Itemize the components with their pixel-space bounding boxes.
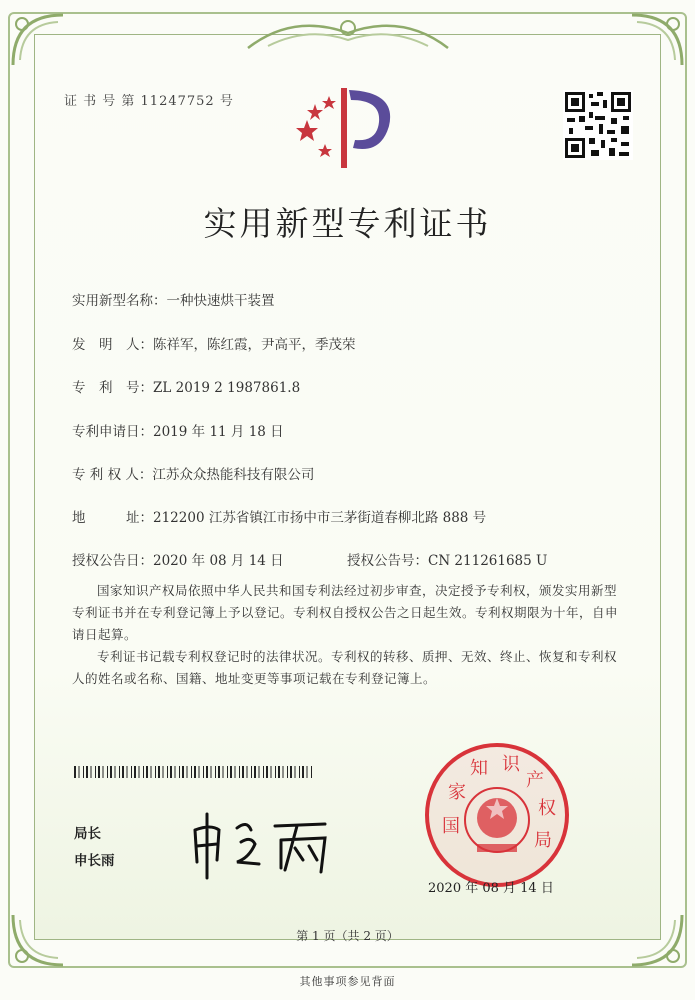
svg-text:知: 知: [470, 758, 488, 779]
official-seal-icon: [422, 740, 572, 890]
patent-number-row: [72, 376, 300, 396]
barcode-icon: [74, 766, 314, 778]
inventor-row: [72, 333, 356, 353]
svg-text:权: 权: [538, 798, 556, 819]
grant-date-row: [72, 549, 284, 569]
field-value: 陈祥军，陈红霞，尹高平，季茂荣: [153, 337, 356, 353]
page-title: 实用新型专利证书: [203, 204, 492, 243]
field-value: 一种快速烘干装置: [166, 293, 275, 309]
director-signature-icon: [185, 800, 355, 880]
field-value: ZL 2019 2 1987861.8: [153, 380, 301, 396]
svg-text:国: 国: [442, 816, 460, 837]
utility-model-name-row: [72, 289, 275, 309]
field-value: 2019 年 11 月 18 日: [153, 424, 284, 440]
field-label: 专 利 号：: [72, 380, 153, 396]
field-label: 发 明 人：: [72, 337, 153, 353]
field-label: 授权公告号：: [347, 553, 428, 569]
filing-date-row: [72, 420, 284, 440]
svg-text:局: 局: [534, 830, 552, 851]
field-label: 授权公告日：: [72, 553, 153, 569]
corner-ornament-icon: [8, 10, 68, 70]
back-page-note: 其他事项参见背面: [299, 975, 396, 988]
page-indicator: 第 1 页（共 2 页）: [296, 929, 399, 943]
patent-office-logo-icon: [285, 82, 410, 172]
director-title: 局长: [74, 826, 101, 842]
qr-code-icon: [563, 90, 633, 160]
director-name: 申长雨: [74, 853, 115, 869]
field-label: 专利申请日：: [72, 424, 153, 440]
address-row: [72, 506, 486, 526]
legal-notice-paragraph: 专利证书记载专利权登记时的法律状况。专利权的转移、质押、无效、终止、恢复和专利权人的姓名或名称、国籍、地址变更等事项记载在专利登记簿上。: [72, 649, 618, 686]
patentee-row: [72, 463, 314, 483]
grant-number-row: [347, 549, 547, 569]
seal-date: 2020 年 08 月 14 日: [428, 881, 554, 896]
certificate-number: 证 书 号 第 11247752 号: [64, 94, 234, 109]
field-label: 地 址：: [72, 510, 153, 526]
grant-statement-paragraph: 国家知识产权局依照中华人民共和国专利法经过初步审查，决定授予专利权，颁发实用新型专利证书并在专利登记簿上予以登记。专利权自授权公告之日起生效。专利权期限为十年，自申请日起算。: [72, 583, 619, 642]
svg-text:产: 产: [526, 770, 544, 791]
svg-text:识: 识: [502, 754, 520, 775]
field-value: CN 211261685 U: [428, 553, 548, 569]
corner-ornament-icon: [627, 10, 687, 70]
field-value: 江苏众众热能科技有限公司: [152, 467, 315, 483]
field-label: 实用新型名称：: [72, 293, 167, 309]
field-value: 2020 年 08 月 14 日: [153, 553, 284, 569]
svg-text:家: 家: [448, 782, 466, 803]
field-value: 212200 江苏省镇江市扬中市三茅街道春柳北路 888 号: [153, 510, 487, 526]
field-label: 专 利 权 人：: [72, 467, 153, 483]
top-ornament-icon: [238, 8, 458, 58]
